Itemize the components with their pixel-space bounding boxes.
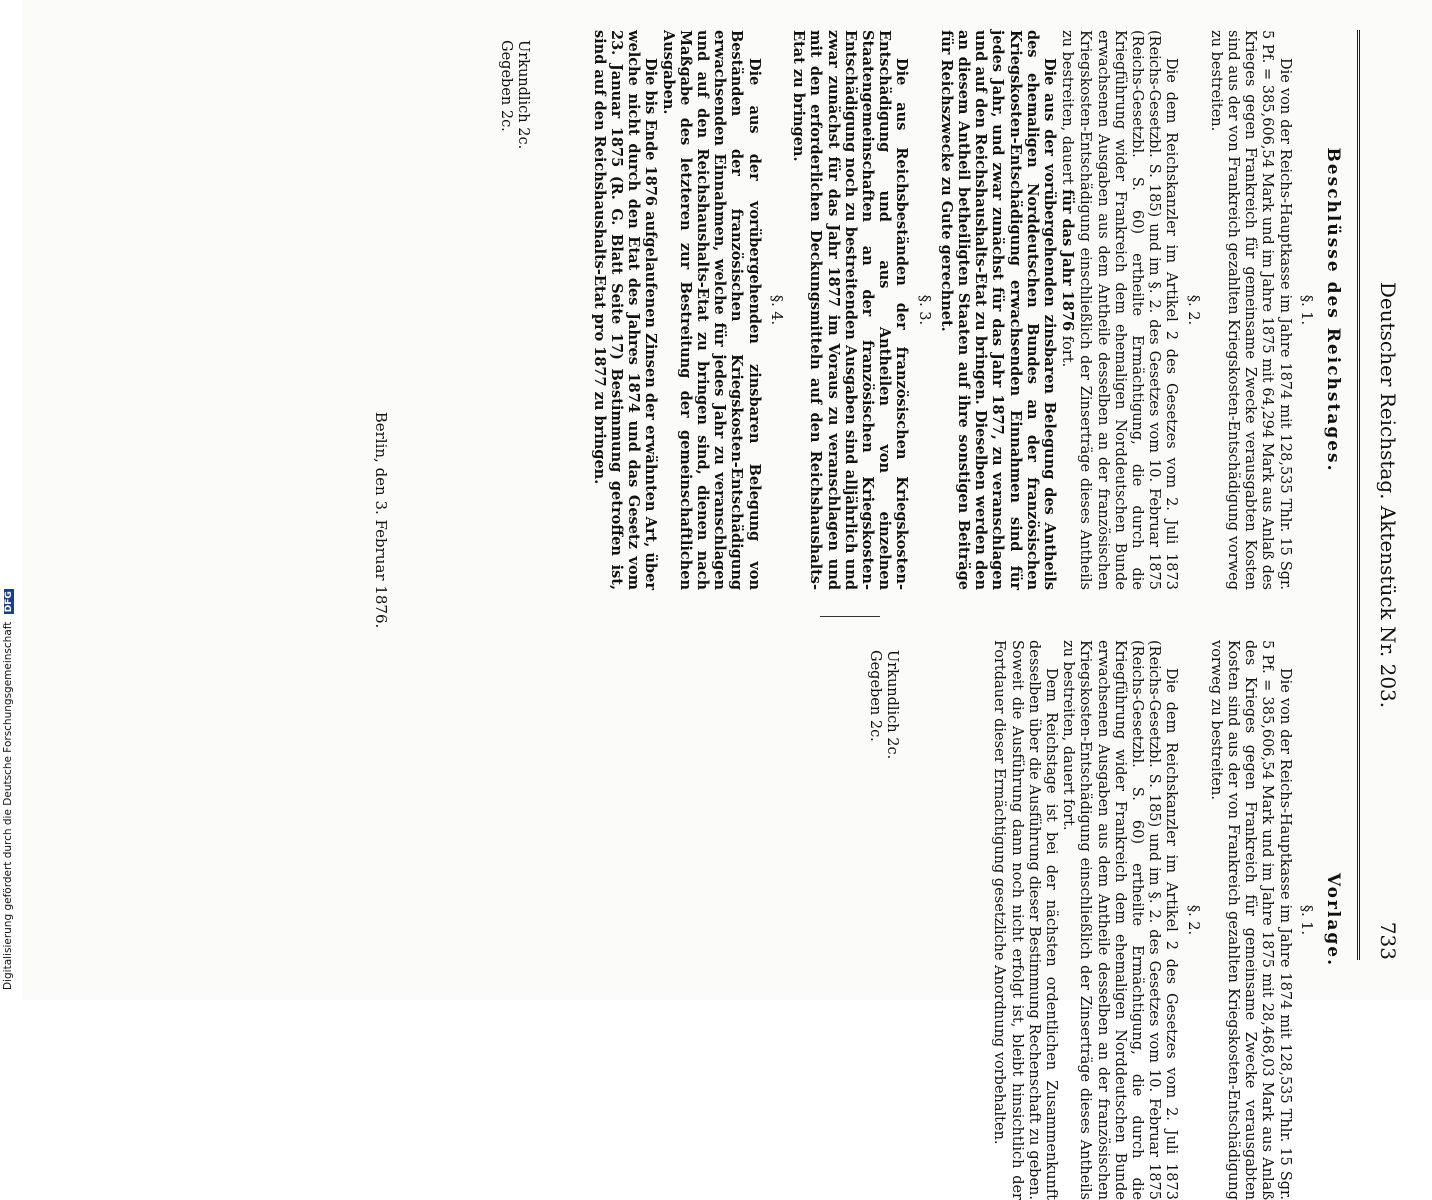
paragraph: Die von der Reichs-Hauptkasse im Jahre 1874 mit 128,535 Thlr. 15 Sgr. 5 Pf. = 385,606,54 Mark und im Jahre 1875 mit 28,468,03 Mark aus Anlaß des Krieges gegen Frankreich für gemeinsame Zwecke verausgabten Kosten sind aus der von Frankreich gezahlten Kriegskosten-Entschädigung vorweg zu bestreiten. [1207,640,1293,1200]
paragraph: Dem Reichstage ist bei der nächsten ordentlichen Zusammenkunft desselben über die Ausführung dieser Bestimmung Rechenschaft zu geben. Soweit die Ausführung dann noch nicht erfolgt ist, bleibt hinsichtlich der Fortdauer dieser Ermächtigung gesetzliche Anordnung vorbehalten. [991,640,1059,1200]
signature-line: Urkundlich 2c. [514,40,531,150]
divider [820,616,880,617]
funding-note [2,589,14,990]
paragraph: Die dem Reichskanzler im Artikel 2 des Gesetzes vom 2. Juli 1873 (Reichs-Gesetzbl. S. 185) und im §. 2. des Gesetzes vom 10. Februar 1875 (Reichs-Gesetzbl. S. 60) ertheilte Ermächtigung, die durch die Kriegführung wider Frankreich dem ehemaligen Norddeutschen Bunde erwachsenen Ausgaben aus dem Antheile desselben an der französischen Kriegskosten-Entschädigung einschließlich der Zinserträge dieses Antheils zu bestreiten, dauert für das Jahr 1876 fort. [1059,30,1180,590]
paragraph: Die bis Ende 1876 aufgelaufenen Zinsen der erwähnten Art, über welche nicht durch den Etat des Jahres 1874 und das Gesetz vom 23. Januar 1875 (R. G. Blatt Seite 17) Bestimmung getroffen ist, sind auf den Reichshaushalts-Etat pro 1877 zu bringen. [590,30,660,590]
section-label: §. 4. [767,294,784,326]
section-label: §. 3. [915,294,932,326]
paragraph: Die aus der vorübergehenden zinsbaren Belegung von Beständen der französischen Kriegskosten-Entschädigung erwachsenden Einnahmen, welche für jedes Jahr zu veranschlagen und auf den Reichshaushalts-Etat zu bringen sind, dienen nach Maßgabe des letzteren zur Bestreitung der gemeinschaftlichen Ausgaben. [659,30,763,590]
section-label: §. 2. [1184,294,1201,326]
column-heading: Vorlage. [1323,872,1343,968]
digitization-sidebar [0,0,22,1000]
signature-line: Urkundlich 2c. [884,650,901,760]
column-vorlage [866,640,1345,1200]
signature-block [497,30,531,590]
funding-text: Digitalisierung gefördert durch die Deutsche Forschungsgemeinschaft [2,621,14,990]
page-number: 733 [1376,921,1400,960]
place-date: Berlin, den 3. Februar 1876. [372,411,390,629]
signature-line: Gegeben 2c. [867,650,884,742]
paragraph: Die dem Reichskanzler im Artikel 2 des Gesetzes vom 2. Juli 1873 (Reichs-Gesetzbl. S. 185) und im §. 2. des Gesetzes vom 10. Februar 1875 (Reichs-Gesetzbl. S. 60) ertheilte Ermächtigung, die durch die Kriegführung wider Frankreich dem ehemaligen Norddeutschen Bunde erwachsenen Ausgaben aus dem Antheile desselben an der französischen Kriegskosten-Entschädigung einschließlich der Zinserträge dieses Antheils zu bestreiten, dauert fort. [1060,640,1180,1200]
dfg-logo: DFG [4,591,14,613]
paragraph: Die aus der vorübergehenden zinsbaren Belegung des Antheils des ehemaligen Norddeutschen Bundes an der französischen Kriegskosten-Entschädigung erwachsenden Einnahmen sind für jedes Jahr, und zwar zunächst für das Jahr 1877, zu veranschlagen und auf den Reichshaushalts-Etat zu bringen. Dieselben werden den an diesem Antheil betheiligten Staaten auf ihre sonstigen Beiträge für Reichszwecke zu Gute gerechnet. [937,30,1058,590]
paragraph: Die von der Reichs-Hauptkasse im Jahre 1874 mit 128,535 Thlr. 15 Sgr. 5 Pf. = 385,606,54 Mark und im Jahre 1875 mit 64,294 Mark aus Anlaß des Krieges gegen Frankreich für gemeinsame Zwecke verausgabten Kosten sind aus der von Frankreich gezahlten Kriegskosten-Entschädigung vorweg zu bestreiten. [1207,30,1293,590]
section-label: §. 1. [1297,904,1314,936]
page-header [1360,30,1400,960]
column-heading: Beschlüsse des Reichstages. [1323,147,1343,473]
rotated-content [210,30,1400,1200]
header-rule [1353,30,1360,960]
section-label: §. 2. [1184,904,1201,936]
paragraph: Die aus Reichsbeständen der französischen Kriegskosten-Entschädigung und aus Antheilen von einzelnen Staatengemeinschaften an der französischen Kriegskosten-Entschädigung noch zu bestreitenden Ausgaben sind alljährlich und zwar zunächst für das Jahr 1877 im Voraus zu veranschlagen und mit den erforderlichen Deckungsmitteln auf den Reichshaushalts-Etat zu bringen. [790,30,911,590]
section-label: §. 1. [1297,294,1314,326]
page-title: Deutscher Reichstag. Aktenstück Nr. 203. [1376,281,1400,709]
signature-line: Gegeben 2c. [497,40,514,132]
column-beschluesse [497,30,1345,590]
signature-block [866,640,900,1200]
